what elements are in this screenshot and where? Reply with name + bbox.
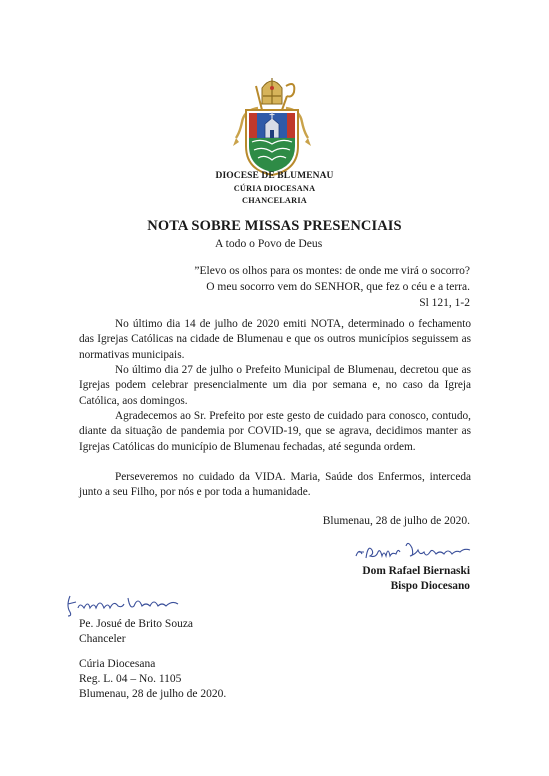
paragraph: Agradecemos ao Sr. Prefeito por este gesto de cuidado para conosco, contudo, diante da situação de pandemia por COVID-19, que se agrava, decidimos manter as Igrejas Católicas do município de Blumenau fechadas, até segunda ordem. xyxy=(79,410,471,453)
chancellor-signature xyxy=(62,592,188,618)
document-title: NOTA SOBRE MISSAS PRESENCIAIS xyxy=(147,218,402,234)
shield-icon xyxy=(246,110,298,175)
mitre-icon xyxy=(262,78,282,104)
registry-reference: Reg. L. 04 – No. 1105 xyxy=(79,673,182,685)
bishop-role: Bispo Diocesano xyxy=(390,580,470,592)
registry-office: Cúria Diocesana xyxy=(79,658,156,670)
bishop-name: Dom Rafael Biernaski xyxy=(362,565,470,577)
quote-line-2: O meu socorro vem do SENHOR, que fez o céu e a terra. xyxy=(206,281,470,293)
paragraph: No último dia 14 de julho de 2020 emiti NOTA, determinado o fechamento das Igrejas Católicas na cidade de Blumenau e que os outros municípios seguissem as normativas municipais. xyxy=(79,318,471,361)
place-date: Blumenau, 28 de julho de 2020. xyxy=(322,515,470,527)
chancellor-name: Pe. Josué de Brito Souza xyxy=(79,618,194,630)
registry-date: Blumenau, 28 de julho de 2020. xyxy=(79,688,227,700)
paragraph: Perseveremos no cuidado da VIDA. Maria, Saúde dos Enfermos, interceda junto a seu Filho, por nós e por toda a humanidade. xyxy=(79,471,471,499)
crosier-icon xyxy=(282,84,294,110)
chancellor-role: Chanceler xyxy=(79,633,126,645)
bishop-signature xyxy=(352,538,478,566)
quote-line-1: ”Elevo os olhos para os montes: de onde me virá o socorro? xyxy=(194,265,470,277)
paragraph: No último dia 27 de julho o Prefeito Municipal de Blumenau, decretou que as Igrejas podem celebrar presencialmente um dia por semana e, no caso da Igreja Católica, aos domingos. xyxy=(79,364,471,407)
document-subtitle: A todo o Povo de Deus xyxy=(215,237,323,250)
curia-name: CÚRIA DIOCESANA xyxy=(233,184,316,193)
chancery-name: CHANCELARIA xyxy=(242,196,307,205)
diocese-coat-of-arms xyxy=(232,76,312,176)
diocese-name: DIOCESE DE BLUMENAU xyxy=(215,171,334,181)
quote-reference: Sl 121, 1-2 xyxy=(419,297,470,309)
